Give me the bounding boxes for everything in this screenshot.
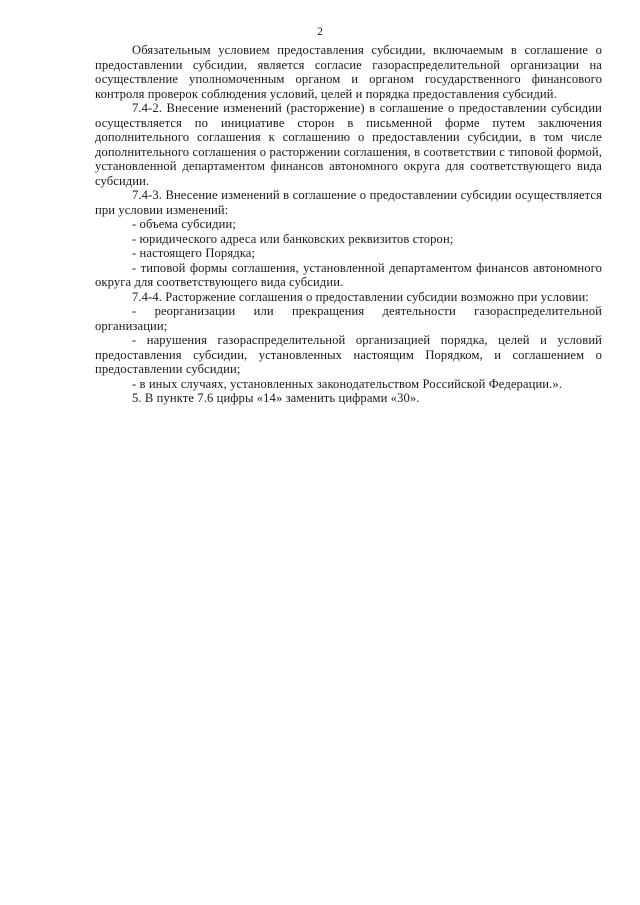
list-item-subsidy-volume: - объема субсидии; xyxy=(132,217,236,231)
paragraph-7-4-4: 7.4-4. Расторжение соглашения о предоставлении субсидии возможно при условии: xyxy=(132,289,589,304)
document-body xyxy=(95,43,602,406)
paragraph-7-4-2: 7.4-2. Внесение изменений (расторжение) в соглашение о предоставлении субсидии осуществляется по инициативе сторон в письменной форме путем заключения дополнительного соглашения к соглашению о предоставлении субсидии, в том числе дополнительного соглашения о расторжении соглашения, в соответствии с типовой формой, установленной департаментом финансов автономного округа для соответствующего вида субсидии. xyxy=(95,101,602,188)
page-number: 2 xyxy=(317,26,323,38)
list-item-violation: - нарушения газораспределительной организацией порядка, целей и условий предоставления субсидии, установленных настоящим Порядком, и соглашением о предоставлении субсидии; xyxy=(95,333,602,376)
list-item-standard-form: - типовой формы соглашения, установленной департаментом финансов автономного округа для соответствующего вида субсидии. xyxy=(95,260,602,289)
paragraph-item-5: 5. В пункте 7.6 цифры «14» заменить цифрами «30». xyxy=(132,391,420,405)
list-item-legal-address: - юридического адреса или банковских реквизитов сторон; xyxy=(132,231,454,246)
paragraph-7-4-3: 7.4-3. Внесение изменений в соглашение о предоставлении субсидии осуществляется при условии изменений: xyxy=(95,188,602,217)
paragraph-condition-consent: Обязательным условием предоставления субсидии, включаемым в соглашение о предоставлении субсидии, является согласие газораспределительной организации на осуществление уполномоченным органом и органом государственного финансового контроля проверок соблюдения условий, целей и порядка предоставления субсидий. xyxy=(95,43,602,101)
list-item-reorganization: - реорганизации или прекращения деятельности газораспределительной организации; xyxy=(95,304,602,333)
list-item-this-procedure: - настоящего Порядка; xyxy=(132,246,256,260)
list-item-other-cases: - в иных случаях, установленных законодательством Российской Федерации.». xyxy=(132,376,563,391)
